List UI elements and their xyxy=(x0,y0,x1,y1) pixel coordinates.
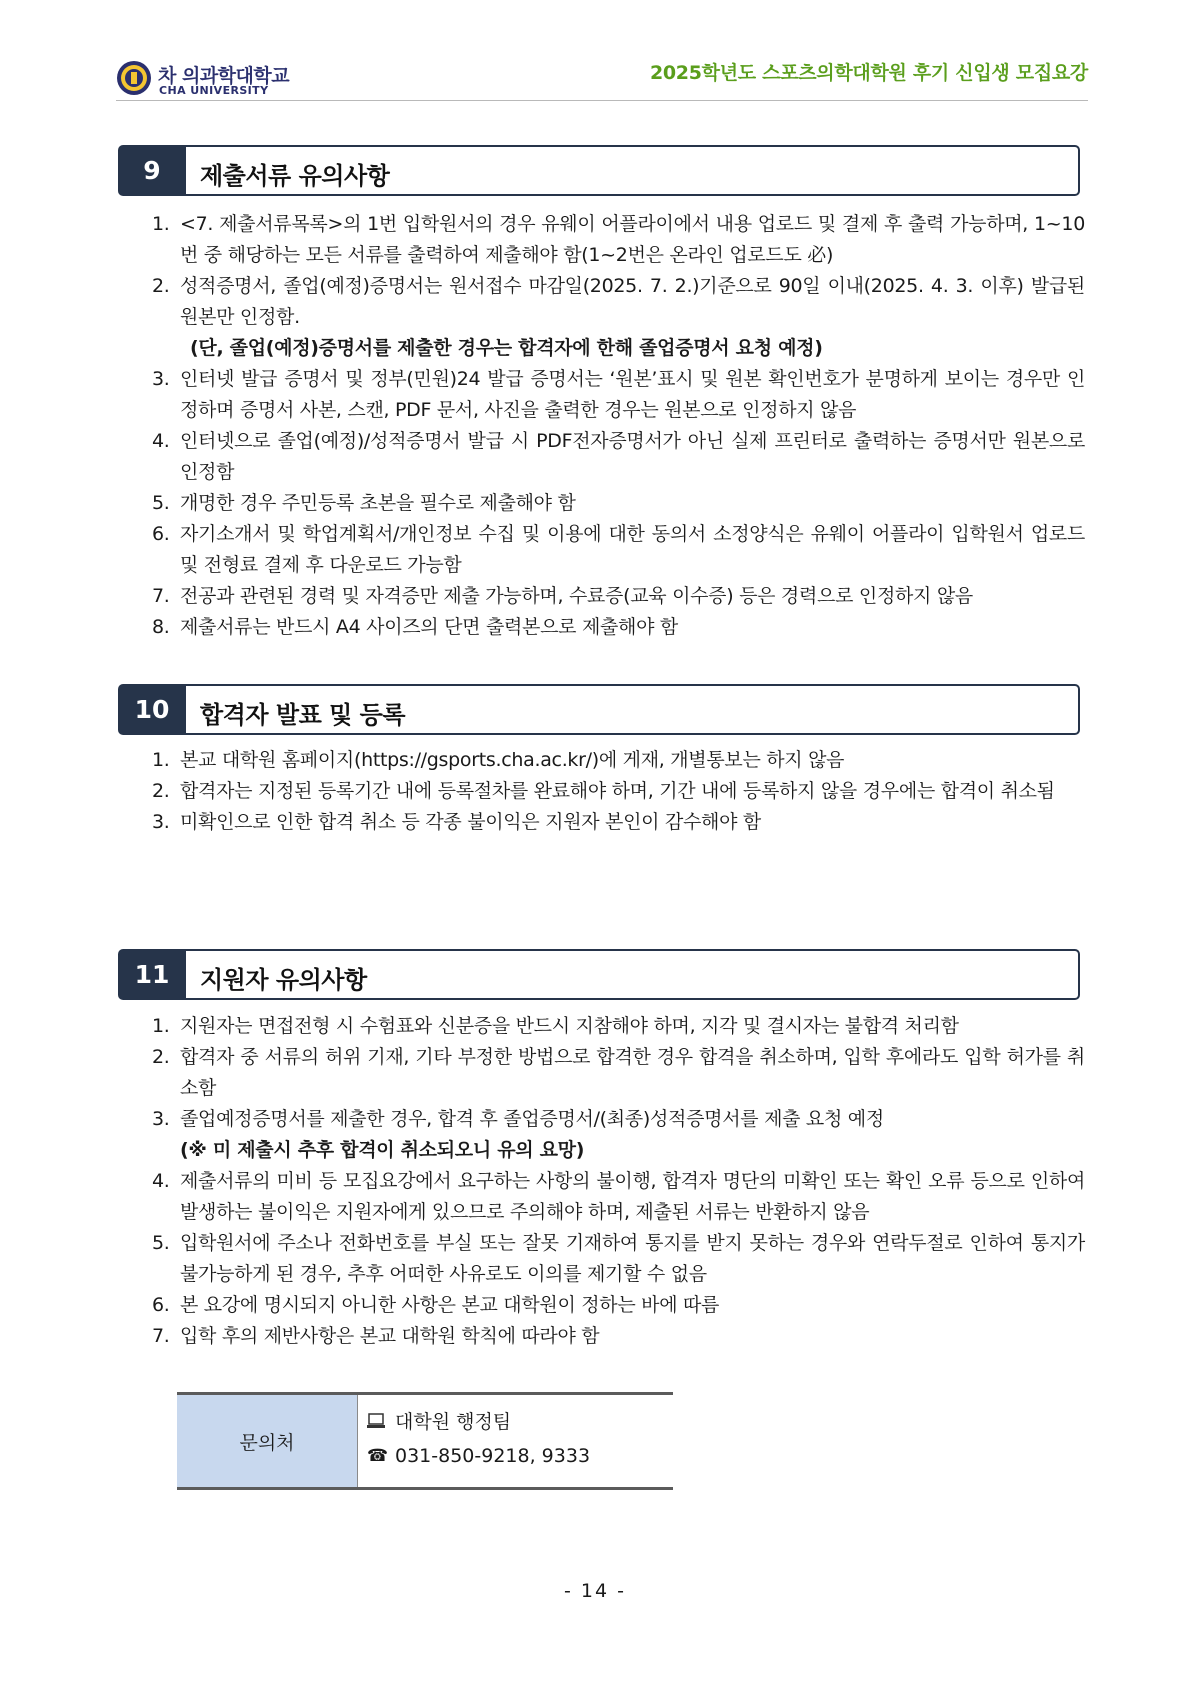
item-text: 인터넷으로 졸업(예정)/성적증명서 발급 시 PDF전자증명서가 아닌 실제 프린터로 출력하는 증명서만 원본으로 인정함 xyxy=(180,430,1085,483)
item-text: 미확인으로 인한 합격 취소 등 각종 불이익은 지원자 본인이 감수해야 함 xyxy=(180,811,761,833)
list-item xyxy=(152,1290,1085,1321)
list-item xyxy=(152,612,1085,643)
list-item xyxy=(152,519,1085,581)
university-name: 차 의과학대학교 xyxy=(158,65,290,87)
item-text: 지원자는 면접전형 시 수험표와 신분증을 반드시 지참해야 하며, 지각 및 결시자는 불합격 처리함 xyxy=(180,1015,959,1037)
item-text: 본 요강에 명시되지 아니한 사항은 본교 대학원이 정하는 바에 따름 xyxy=(180,1294,720,1316)
section-11-list xyxy=(152,1011,1085,1352)
section-10-heading xyxy=(118,684,1080,735)
item-number: 3. xyxy=(152,811,170,833)
section-9-list xyxy=(152,209,1085,643)
list-item xyxy=(152,581,1085,612)
section-number: 10 xyxy=(118,684,186,735)
page-number: - 14 - xyxy=(564,1580,626,1602)
item-text: 입학 후의 제반사항은 본교 대학원 학칙에 따라야 함 xyxy=(180,1325,600,1347)
section-11-heading xyxy=(118,949,1080,1000)
item-text: 본교 대학원 홈페이지(https://gsports.cha.ac.kr/)에 게재, 개별통보는 하지 않음 xyxy=(180,749,845,771)
item-number: 1. xyxy=(152,749,170,771)
contact-office xyxy=(367,1407,511,1434)
item-number: 2. xyxy=(152,275,170,297)
list-item xyxy=(152,776,1085,807)
page-header xyxy=(116,58,1088,101)
item-text: 전공과 관련된 경력 및 자격증만 제출 가능하며, 수료증(교육 이수증) 등은 경력으로 인정하지 않음 xyxy=(180,585,973,607)
section-title: 제출서류 유의사항 xyxy=(200,162,390,190)
item-number: 4. xyxy=(152,1170,170,1192)
item-text: 제출서류는 반드시 A4 사이즈의 단면 출력본으로 제출해야 함 xyxy=(180,616,678,638)
item-number: 4. xyxy=(152,430,170,452)
section-10-list xyxy=(152,745,1085,838)
item-number: 5. xyxy=(152,1232,170,1254)
university-seal-icon xyxy=(116,60,152,96)
item-note: (※ 미 제출시 추후 합격이 취소되오니 유의 요망) xyxy=(180,1139,585,1161)
item-note: (단, 졸업(예정)증명서를 제출한 경우는 합격자에 한해 졸업증명서 요청 예정) xyxy=(190,337,823,359)
list-item xyxy=(152,271,1085,364)
office-name: 대학원 행정팀 xyxy=(395,1411,512,1433)
item-number: 6. xyxy=(152,1294,170,1316)
section-title-box xyxy=(186,684,1080,735)
list-item xyxy=(152,1228,1085,1290)
item-number: 7. xyxy=(152,585,170,607)
item-text: 합격자 중 서류의 허위 기재, 기타 부정한 방법으로 합격한 경우 합격을 취소하며, 입학 후에라도 입학 허가를 취소함 xyxy=(180,1046,1085,1099)
item-number: 3. xyxy=(152,1108,170,1130)
computer-icon xyxy=(367,1413,395,1429)
item-number: 3. xyxy=(152,368,170,390)
section-number: 11 xyxy=(118,949,186,1000)
item-text: 졸업예정증명서를 제출한 경우, 합격 후 졸업증명서/(최종)성적증명서를 제출 요청 예정 xyxy=(180,1108,884,1130)
section-title: 합격자 발표 및 등록 xyxy=(200,701,406,729)
item-text: 자기소개서 및 학업계획서/개인정보 수집 및 이용에 대한 동의서 소정양식은 유웨이 어플라이 입학원서 업로드 및 전형료 결제 후 다운로드 가능함 xyxy=(180,523,1085,576)
telephone-icon: ☎ xyxy=(367,1446,389,1466)
item-text: 인터넷 발급 증명서 및 정부(민원)24 발급 증명서는 ‘원본’표시 및 원본 확인번호가 분명하게 보이는 경우만 인정하며 증명서 사본, 스캔, PDF 문서, 사진을 출력한 경우는 원본으로 인정하지 않음 xyxy=(180,368,1085,421)
list-item xyxy=(152,1042,1085,1104)
list-item xyxy=(152,426,1085,488)
section-title-box xyxy=(186,145,1080,196)
item-number: 7. xyxy=(152,1325,170,1347)
list-item xyxy=(152,807,1085,838)
item-number: 5. xyxy=(152,492,170,514)
item-number: 8. xyxy=(152,616,170,638)
list-item xyxy=(152,745,1085,776)
list-item xyxy=(152,488,1085,519)
item-text: 성적증명서, 졸업(예정)증명서는 원서접수 마감일(2025. 7. 2.)기준으로 90일 이내(2025. 4. 3. 이후) 발급된 원본만 인정함. xyxy=(180,275,1085,328)
list-item xyxy=(152,1166,1085,1228)
document-title: 2025학년도 스포츠의학대학원 후기 신입생 모집요강 xyxy=(649,62,1088,84)
list-item xyxy=(152,1104,1085,1166)
list-item xyxy=(152,209,1085,271)
item-text: 합격자는 지정된 등록기간 내에 등록절차를 완료해야 하며, 기간 내에 등록하지 않을 경우에는 합격이 취소됨 xyxy=(180,780,1055,802)
item-number: 6. xyxy=(152,523,170,545)
list-item xyxy=(152,1011,1085,1042)
item-text: 입학원서에 주소나 전화번호를 부실 또는 잘못 기재하여 통지를 받지 못하는 경우와 연락두절로 인하여 통지가 불가능하게 된 경우, 추후 어떠한 사유로도 이의를 제기할 수 없음 xyxy=(180,1232,1085,1285)
contact-table xyxy=(177,1392,673,1490)
item-number: 2. xyxy=(152,780,170,802)
item-number: 2. xyxy=(152,1046,170,1068)
list-item xyxy=(152,1321,1085,1352)
item-number: 1. xyxy=(152,213,170,235)
item-number: 1. xyxy=(152,1015,170,1037)
university-name-english: CHA UNIVERSITY xyxy=(159,84,269,97)
section-title-box xyxy=(186,949,1080,1000)
section-number: 9 xyxy=(118,145,186,196)
phone-number: 031-850-9218, 9333 xyxy=(395,1445,591,1467)
section-9-heading xyxy=(118,145,1080,196)
item-text: <7. 제출서류목록>의 1번 입학원서의 경우 유웨이 어플라이에서 내용 업로드 및 결제 후 출력 가능하며, 1~10번 중 해당하는 모든 서류를 출력하여 제출해야 함(1~2번은 온라인 업로드도 必) xyxy=(180,213,1085,266)
item-text: 제출서류의 미비 등 모집요강에서 요구하는 사항의 불이행, 합격자 명단의 미확인 또는 확인 오류 등으로 인하여 발생하는 불이익은 지원자에게 있으므로 주의해야 하며, 제출된 서류는 반환하지 않음 xyxy=(180,1170,1085,1223)
section-title: 지원자 유의사항 xyxy=(200,966,367,994)
item-text: 개명한 경우 주민등록 초본을 필수로 제출해야 함 xyxy=(180,492,576,514)
contact-phone xyxy=(367,1445,590,1467)
contact-label: 문의처 xyxy=(177,1395,358,1487)
list-item xyxy=(152,364,1085,426)
